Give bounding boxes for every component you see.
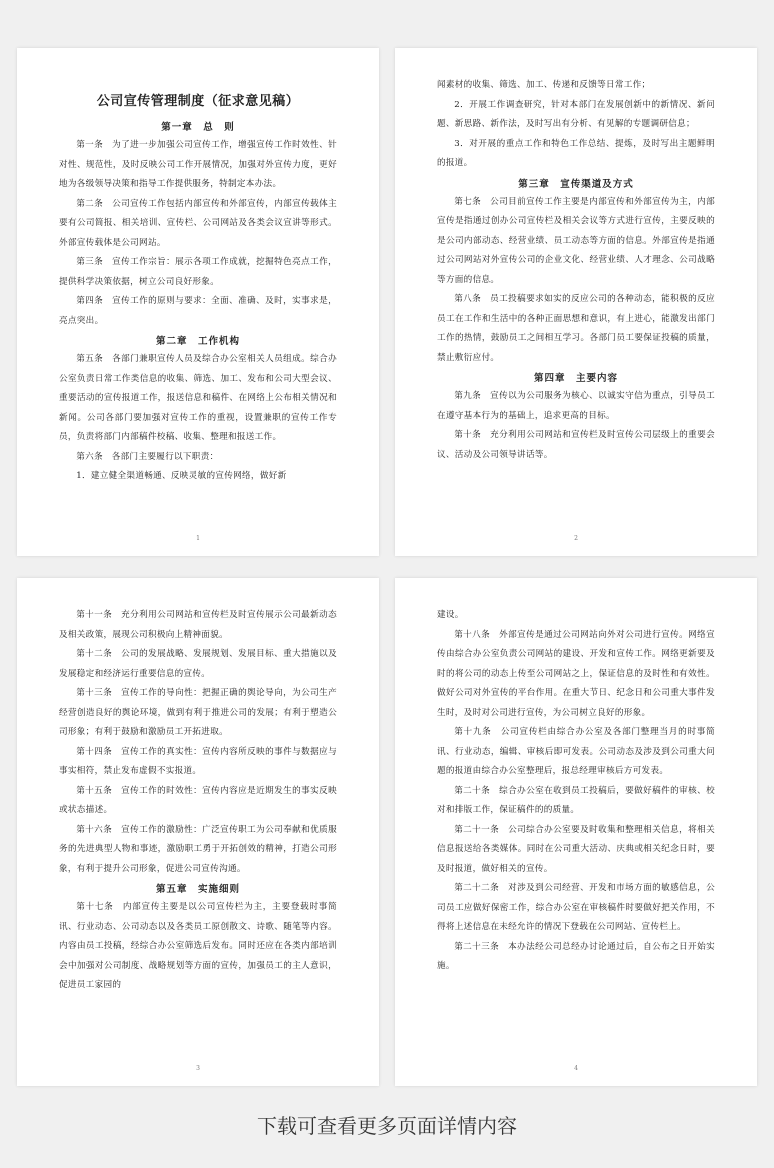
article-paragraph: 第十二条 公司的发展战略、发展规划、发展目标、重大措施以及发展稳定和经济运行重要信息的宣传。: [59, 649, 337, 679]
article-paragraph: 第十条 充分利用公司网站和宣传栏及时宣传公司层级上的重要会议、活动及公司领导讲话等。: [437, 430, 715, 460]
document-page-4: [395, 578, 757, 1086]
article-paragraph: 1．建立健全渠道畅通、反映灵敏的宣传网络，做好新: [76, 471, 287, 481]
download-more-caption[interactable]: 下载可查看更多页面详情内容: [257, 1114, 517, 1138]
article-paragraph: 第四条 宣传工作的原则与要求：全面、准确、及时，实事求是，亮点突出。: [59, 296, 337, 326]
article-paragraph: 第十一条 充分利用公司网站和宣传栏及时宣传展示公司最新动态及相关政策，展现公司积极向上精神面貌。: [59, 610, 337, 640]
document-page-1: [17, 48, 379, 556]
article-paragraph: 第十五条 宣传工作的时效性：宣传内容应是近期发生的事实反映或状态描述。: [59, 785, 337, 815]
article-paragraph: 第二十一条 公司综合办公室要及时收集和整理相关信息，将相关信息报送给各类媒体。同时在公司重大活动、庆典或相关纪念日时，要及时报道，做好相关的宣传。: [437, 824, 715, 874]
article-paragraph: 第七条 公司目前宣传工作主要是内部宣传和外部宣传为主，内部宣传是指通过创办公司宣传栏及相关会议等方式进行宣传，主要反映的是公司内部动态、经营业绩、员工动态等方面的信息。外部宣传是指通过公司网站对外宣传公司的企业文化、经营业绩、人才理念、公司战略等方面的信息。: [437, 196, 715, 285]
article-paragraph: 第三条 宣传工作宗旨：展示各项工作成就，挖掘特色亮点工作，提供科学决策依据，树立公司良好形象。: [59, 257, 337, 287]
article-paragraph: 第二十三条 本办法经公司总经办讨论通过后，自公布之日开始实施。: [437, 941, 715, 971]
article-paragraph: 第十八条 外部宣传是通过公司网站向外对公司进行宣传。网络宣传由综合办公室负责公司网站的建设、开发和宣传工作。网络更新要及时的将公司的动态上传至公司网站之上，保证信息的及时性和有效性。做好公司对外宣传的平台作用。在重大节日、纪念日和公司重大事件发生时，及时对公司进行宣传，为公司树立良好的形象。: [437, 629, 715, 718]
article-paragraph: 3．对开展的重点工作和特色工作总结、提炼，及时写出主题鲜明的报道。: [437, 138, 715, 168]
article-paragraph: 第二十条 综合办公室在收到员工投稿后，要做好稿件的审核、校对和排版工作，保证稿件的的质量。: [437, 785, 715, 815]
document-page-3: [17, 578, 379, 1086]
article-paragraph: 闻素材的收集、筛选、加工、传递和反馈等日常工作；: [437, 80, 651, 90]
article-paragraph: 第十四条 宣传工作的真实性：宣传内容所反映的事件与数据应与事实相符，禁止发布虚假不实报道。: [59, 746, 337, 776]
article-paragraph: 第二条 公司宣传工作包括内部宣传和外部宣传，内部宣传载体主要有公司简报、相关培训、宣传栏、公司网站及各类会议宣讲等形式。外部宣传载体是公司网站。: [59, 198, 337, 248]
article-paragraph: 第五条 各部门兼职宣传人员及综合办公室相关人员组成。综合办公室负责日常工作类信息的收集、筛选、加工、发布和公司大型会议、重要活动的宣传报道工作，报送信息和稿件、在网络上公布相关情况和新闻。公司各部门要加强对宣传工作的重视，设置兼职的宣传工作专员，负责将部门内部稿件校稿、收集、整理和报送工作。: [59, 354, 337, 442]
document-title: 公司宣传管理制度（征求意见稿）: [96, 94, 300, 109]
article-paragraph: 建设。: [437, 610, 464, 620]
article-paragraph: 第十七条 内部宣传主要是以公司宣传栏为主，主要登载时事简讯、行业动态、公司动态以及各类员工原创散文、诗歌、随笔等内容。内容由员工投稿，经综合办公室筛选后发布。同时还应在各类内部培训会中加强对公司制度、战略规划等方面的宣传，加强员工的主人意识，促进员工家园的: [59, 902, 337, 990]
article-paragraph: 第十三条 宣传工作的导向性：把握正确的舆论导向，为公司生产经营创造良好的舆论环境，做到有利于推进公司的发展；有利于塑造公司形象；有利于鼓励和激励员工开拓进取。: [59, 688, 337, 737]
article-paragraph: 2．开展工作调查研究，针对本部门在发展创新中的新情况、新问题、新思路、新作法，及时写出有分析、有见解的专题调研信息；: [437, 99, 715, 129]
document-page-2: [395, 48, 757, 556]
page-number: 1: [196, 535, 200, 542]
article-paragraph: 第二十二条 对涉及到公司经营、开发和市场方面的敏感信息，公司员工应做好保密工作，综合办公室在审核稿件时要做好把关作用，不得将上述信息在未经允许的情况下登载在公司网站、宣传栏上。: [437, 883, 715, 932]
article-paragraph: 第九条 宣传以为公司服务为核心、以诚实守信为重点，引导员工在遵守基本行为的基础上，追求更高的目标。: [437, 391, 715, 421]
article-paragraph: 第一条 为了进一步加强公司宣传工作，增强宣传工作时效性、针对性、规范性，及时反映公司工作开展情况，加强对外宣传力度，更好地为各级领导决策和指导工作提供服务，特制定本办法。: [59, 140, 337, 189]
page-number: 4: [574, 1065, 578, 1072]
chapter-heading: 第五章 实施细则: [155, 884, 240, 895]
page-number: 2: [574, 535, 578, 542]
chapter-heading: 第二章 工作机构: [155, 336, 240, 347]
chapter-heading: 第三章 宣传渠道及方式: [518, 178, 634, 190]
article-paragraph: 第六条 各部门主要履行以下职责：: [76, 451, 219, 462]
article-paragraph: 第八条 员工投稿要求如实的反应公司的各种动态，能积极的反应员工在工作和生活中的各种正面思想和意识，有上进心，能激发出部门工作的热情，鼓励员工之间相互学习。各部门员工要保证投稿的质量，禁止敷衍应付。: [437, 294, 715, 363]
page-number: 3: [196, 1065, 200, 1072]
chapter-heading: 第一章 总 则: [161, 122, 235, 133]
article-paragraph: 第十九条 公司宣传栏由综合办公室及各部门整理当月的时事简讯、行业动态，编辑、审核后即可发表。公司动态及涉及到公司重大问题的报道由综合办公室整理后，报总经理审核后方可发表。: [437, 727, 715, 776]
chapter-heading: 第四章 主要内容: [533, 373, 618, 384]
article-paragraph: 第十六条 宣传工作的激励性：广泛宣传职工为公司奉献和优质服务的先进典型人物和事迹，激励职工勇于开拓创效的精神，打造公司形象，有利于提升公司形象，促进公司宣传沟通。: [59, 824, 337, 874]
